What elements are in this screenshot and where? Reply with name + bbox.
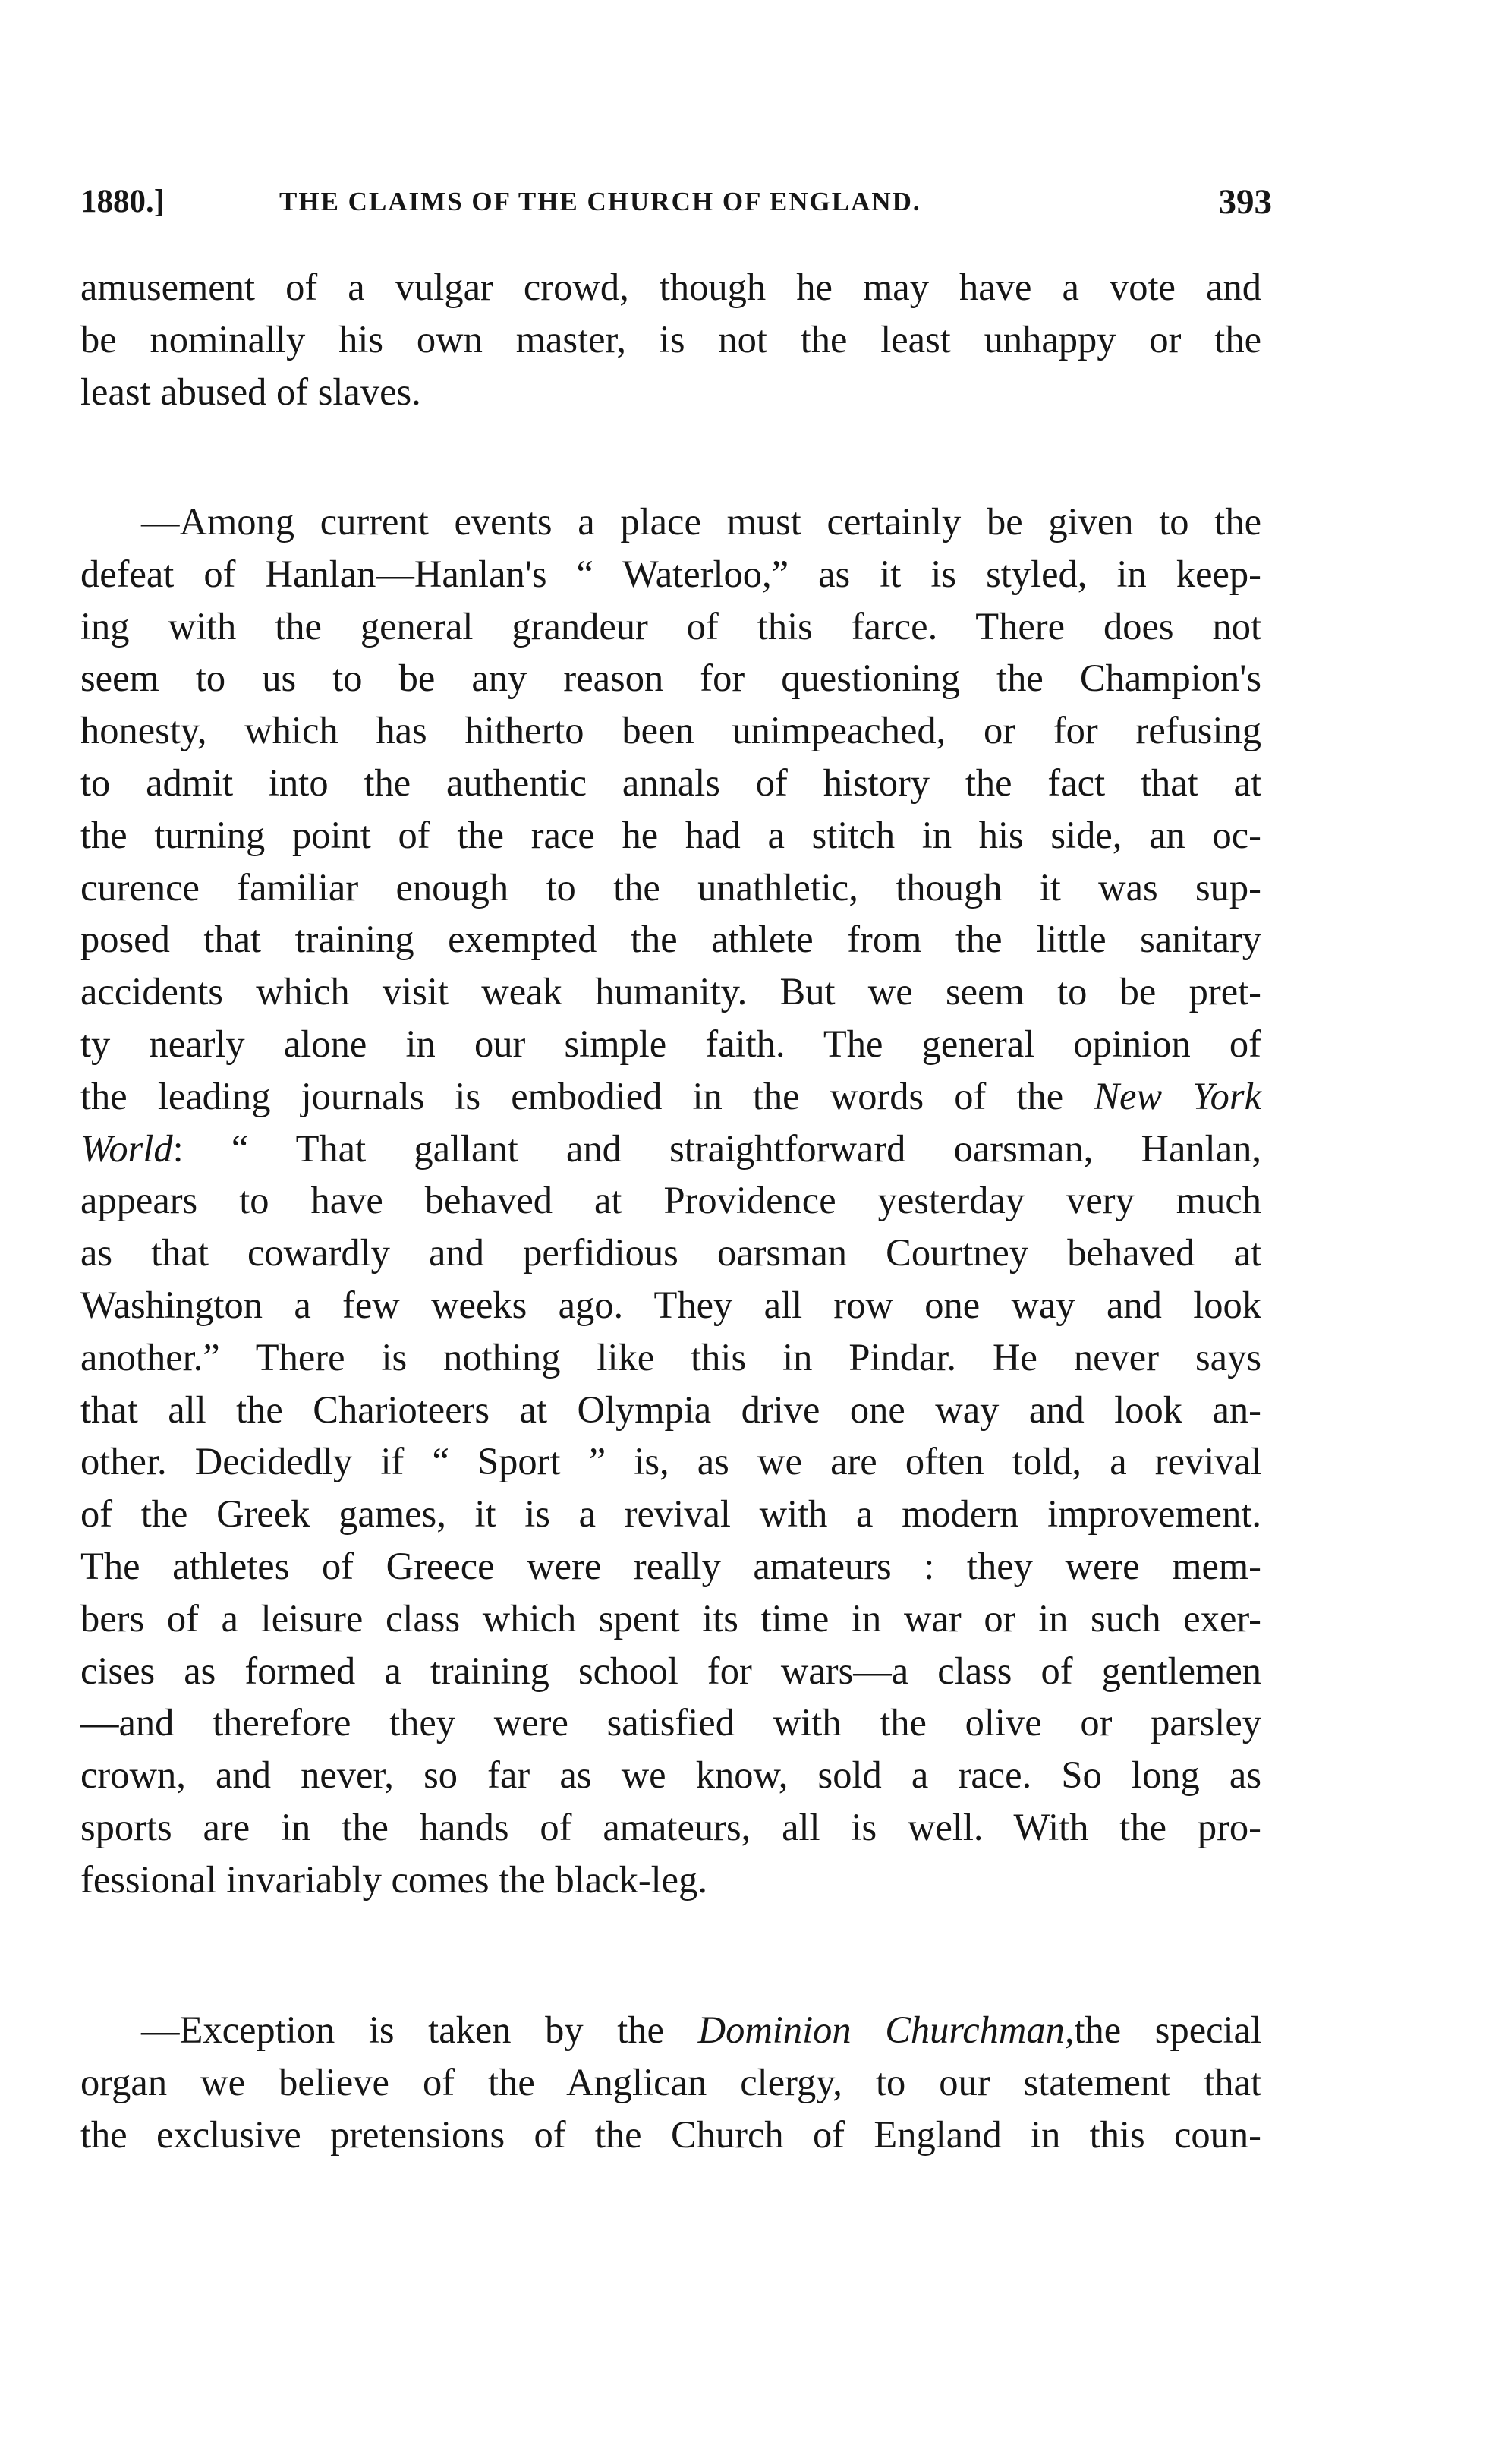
text-line: crown, and never, so far as we know, sold a race. So long as [80, 1753, 1261, 1797]
paragraph-3 [80, 2004, 1261, 2160]
text-line: another.” There is nothing like this in Pindar. He never says [80, 1335, 1261, 1379]
page-header [80, 179, 1272, 225]
text-line: honesty, which has hitherto been unimpeached, or for refusing [80, 709, 1261, 752]
text-line: amusement of a vulgar crowd, though he may have a vote and [80, 266, 1261, 308]
text-line: cises as formed a training school for wars—a class of gentlemen [80, 1649, 1261, 1692]
text-line: seem to us to be any reason for questioning the Champion's [80, 657, 1261, 700]
paragraph-2 [80, 496, 1261, 1906]
text-line: Washington a few weeks ago. They all row one way and look [80, 1283, 1261, 1326]
text-line: that all the Charioteers at Olympia drive one way and look an- [80, 1388, 1261, 1431]
paragraph-1 [80, 261, 1261, 417]
text-line: other. Decidedly if “ Sport ” is, as we are often told, a revival [80, 1440, 1261, 1483]
text-segment: —Exception is taken by the [141, 2009, 664, 2051]
text-line: as that cowardly and perfidious oarsman Courtney behaved at [80, 1231, 1261, 1275]
page-number: 393 [1218, 182, 1272, 222]
italic-title: Dominion Churchman, [697, 2009, 1075, 2051]
text-line: posed that training exempted the athlete from the little sanitary [80, 918, 1261, 961]
text-line: least abused of slaves. [80, 370, 421, 413]
text-line: be nominally his own master, is not the least unhappy or the [80, 317, 1261, 361]
text-line: bers of a leisure class which spent its time in war or in such exer- [80, 1596, 1261, 1640]
text-line: The athletes of Greece were really amateurs : they were mem- [80, 1544, 1261, 1587]
text-line: sports are in the hands of amateurs, all is well. With the pro- [80, 1805, 1261, 1848]
text-line: the turning point of the race he had a stitch in his side, an oc- [80, 813, 1261, 856]
text-line-with-italic [80, 1070, 1261, 1123]
text-segment: : “ That gallant and straightforward oarsman, Hanlan, [172, 1126, 1261, 1170]
header-year: 1880.] [80, 184, 165, 219]
text-line-with-italic [80, 2004, 1261, 2056]
text-line: fessional invariably comes the black-leg. [80, 1857, 707, 1901]
text-line: the exclusive pretensions of the Church of England in this coun- [80, 2113, 1261, 2156]
text-line-with-italic [80, 1123, 1261, 1175]
text-line: organ we believe of the Anglican clergy, to our statement that [80, 2060, 1261, 2103]
text-line: —Among current events a place must certainly be given to the [141, 500, 1261, 543]
text-line: to admit into the authentic annals of history the fact that at [80, 761, 1261, 804]
text-line: ing with the general grandeur of this farce. There does not [80, 604, 1261, 648]
text-line: appears to have behaved at Providence yesterday very much [80, 1179, 1261, 1222]
text-line: defeat of Hanlan—Hanlan's “ Waterloo,” as it is styled, in keep- [80, 552, 1261, 595]
text-line: —and therefore they were satisfied with the olive or parsley [80, 1701, 1261, 1744]
text-segment: the leading journals is embodied in the words of the [80, 1074, 1064, 1117]
text-segment: the special [1074, 2009, 1261, 2051]
italic-title: New York [1094, 1074, 1262, 1117]
italic-title: World [80, 1126, 173, 1170]
text-line: accidents which visit weak humanity. But we seem to be pret- [80, 970, 1261, 1013]
text-line: ty nearly alone in our simple faith. The general opinion of [80, 1022, 1261, 1065]
text-line: curence familiar enough to the unathletic, though it was sup- [80, 865, 1261, 909]
text-line: of the Greek games, it is a revival with a modern improvement. [80, 1492, 1261, 1536]
running-title: THE CLAIMS OF THE CHURCH OF ENGLAND. [279, 187, 921, 216]
